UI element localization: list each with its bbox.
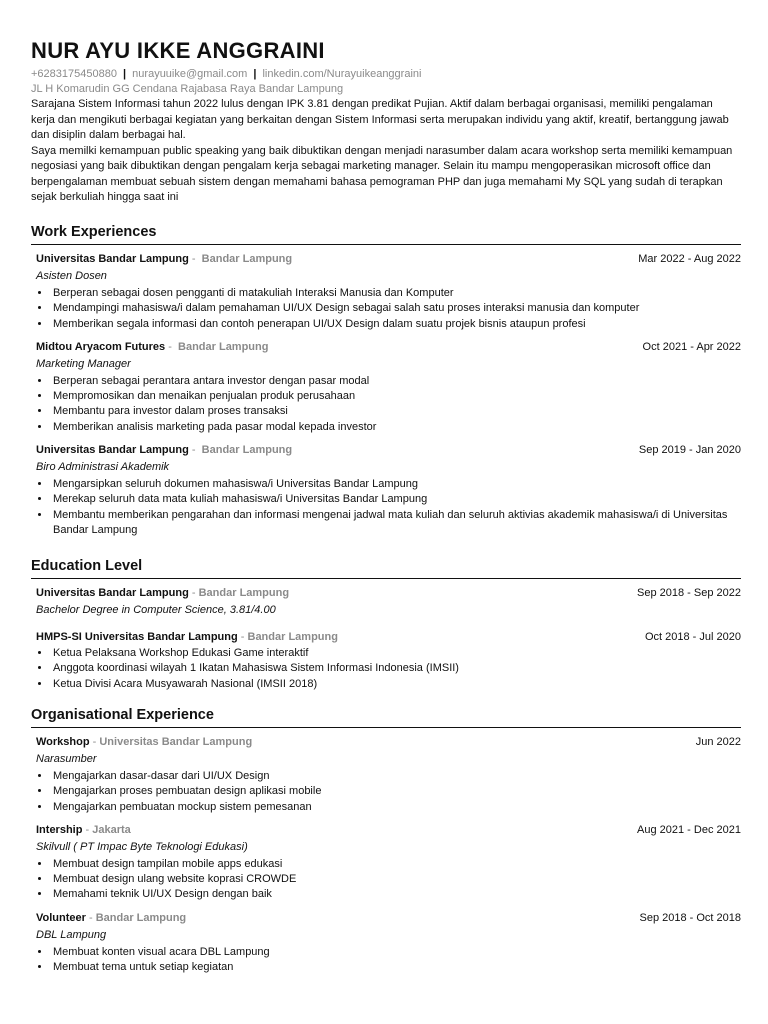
entry-location: Bandar Lampung	[201, 253, 293, 265]
entry-role: Marketing Manager	[36, 357, 131, 370]
entry-date: Oct 2021 - Apr 2022	[642, 340, 741, 353]
organization-name: HMPS-SI Universitas Bandar Lampung	[36, 631, 238, 643]
list-item: • Mengajarkan pembuatan mockup sistem pemesanan	[51, 800, 741, 815]
list-item: • Memberikan analisis marketing pada pasar modal kepada investor	[51, 420, 741, 435]
bullet-list	[36, 477, 741, 538]
organisation-entry	[36, 734, 741, 815]
list-item: • Ketua Divisi Acara Musyawarah Nasional (IMSII 2018)	[51, 677, 741, 692]
linkedin-link[interactable]: linkedin.com/Nurayuikeanggraini	[262, 68, 422, 80]
entry-role: Asisten Dosen	[36, 270, 107, 282]
list-item: • Berperan sebagai perantara antara investor dengan pasar modal	[51, 374, 741, 389]
list-item: • Berperan sebagai dosen pengganti di matakuliah Interaksi Manusia dan Komputer	[51, 286, 741, 301]
phone-number: +6283175450880	[31, 68, 117, 80]
address: JL H Komarudin GG Cendana Rajabasa Raya Bandar Lampung	[31, 83, 344, 95]
entry-location: Bandar Lampung	[201, 444, 293, 457]
entry-role: Bachelor Degree in Computer Science, 3.81/4.00	[36, 604, 276, 616]
bullet-list	[36, 286, 741, 332]
list-item: • Anggota koordinasi wilayah 1 Ikatan Mahasiswa Sistem Informasi Indonesia (IMSII)	[51, 661, 741, 676]
entry-role: Narasumber	[36, 753, 97, 765]
contact-line	[31, 67, 737, 81]
education-entry	[36, 585, 741, 618]
organization-name: Workshop	[36, 736, 90, 748]
email-link[interactable]: nurayuuike@gmail.com	[132, 68, 248, 80]
bullet-list	[36, 857, 741, 903]
list-item: • Merekap seluruh data mata kuliah mahasiswa/i Universitas Bandar Lampung	[51, 492, 741, 507]
list-item: • Membantu memberikan pengarahan dan informasi mengenai jadwal mata kuliah dan seluruh aktivias akademik mahasiswa/i di Universitas Bandar Lampung	[51, 508, 741, 539]
list-item: • Membantu para investor dalam proses transaksi	[51, 404, 741, 419]
organization-name: Volunteer	[36, 911, 86, 924]
resume-header	[31, 38, 737, 206]
entry-heading: Midtou Aryacom Futures - Bandar Lampung Oct 2021 - Apr 2022	[36, 339, 741, 356]
entry-heading: HMPS-SI Universitas Bandar Lampung - Bandar Lampung Oct 2018 - Jul 2020	[36, 629, 741, 646]
entry-date: Jun 2022	[695, 736, 741, 748]
entry-role: Skilvull ( PT Impac Byte Teknologi Edukasi)	[36, 840, 248, 853]
section-title: Work Experiences	[31, 224, 741, 245]
entry-date: Sep 2018 - Sep 2022	[637, 587, 741, 599]
list-item: • Membuat konten visual acara DBL Lampung	[51, 945, 741, 960]
list-item: • Mengajarkan proses pembuatan design aplikasi mobile	[51, 784, 741, 799]
entry-date: Oct 2018 - Jul 2020	[644, 631, 741, 643]
entry-location: Jakarta	[92, 823, 131, 836]
entry-heading: Universitas Bandar Lampung - Bandar Lampung Sep 2018 - Sep 2022	[36, 585, 741, 602]
candidate-name: NUR AYU IKKE ANGGRAINI	[31, 38, 325, 63]
list-item: • Mengajarkan dasar-dasar dari UI/UX Design	[51, 769, 741, 784]
section-title: Organisational Experience	[31, 707, 741, 728]
education-section	[31, 558, 741, 692]
contact-separator: |	[253, 68, 257, 80]
entry-date: Mar 2022 - Aug 2022	[638, 253, 741, 265]
entry-role: Biro Administrasi Akademik	[36, 461, 170, 474]
organisation-section	[31, 707, 741, 975]
organization-name: Universitas Bandar Lampung	[36, 253, 189, 265]
entry-role: DBL Lampung	[36, 928, 107, 941]
bullet-list	[36, 769, 741, 815]
bullet-list	[36, 374, 741, 435]
list-item: • Membuat tema untuk setiap kegiatan	[51, 960, 741, 975]
entry-date: Sep 2018 - Oct 2018	[639, 911, 741, 924]
profile-summary	[31, 97, 737, 206]
organization-name: Intership	[36, 823, 83, 836]
work-entry	[36, 251, 741, 332]
list-item: • Memberikan segala informasi dan contoh penerapan UI/UX Design dalam suatu projek bisnis ataupun profesi	[51, 317, 741, 332]
entry-heading: Universitas Bandar Lampung - Bandar Lampung Mar 2022 - Aug 2022	[36, 251, 741, 268]
organization-name: Universitas Bandar Lampung	[36, 587, 189, 599]
entry-location: Universitas Bandar Lampung	[99, 736, 253, 748]
work-experience-section	[31, 224, 741, 538]
list-item: • Ketua Pelaksana Workshop Edukasi Game interaktif	[51, 646, 741, 661]
entry-location: Bandar Lampung	[198, 587, 290, 599]
entry-location: Bandar Lampung	[178, 340, 269, 353]
list-item: • Membuat design ulang website koprasi CROWDE	[51, 872, 741, 887]
section-title: Education Level	[31, 558, 741, 579]
entry-date: Aug 2021 - Dec 2021	[637, 823, 741, 836]
entry-date: Sep 2019 - Jan 2020	[638, 444, 741, 457]
entry-heading: Intership - Jakarta Aug 2021 - Dec 2021	[36, 822, 741, 839]
organization-name: Universitas Bandar Lampung	[36, 444, 189, 457]
list-item: • Mendampingi mahasiswa/i dalam pemahaman UI/UX Design sebagai salah satu proses interaksi manusia dan komputer	[51, 301, 741, 316]
list-item: • Memahami teknik UI/UX Design dengan baik	[51, 887, 741, 902]
summary-paragraph: Sarajana Sistem Informasi tahun 2022 lulus dengan IPK 3.81 dengan predikat Pujian. Aktif dalam berbagai organisasi, memiliki pengalaman kerja dan mengikuti berbagai kegiatan yang berkaitan dengan Sistem Informasi serta merupakan individu yang aktif, kreatif, bertanggung jawab dan disiplin dalam berbagai hal.	[31, 98, 729, 141]
bullet-list	[36, 945, 741, 976]
entry-heading: Workshop - Universitas Bandar Lampung Jun 2022	[36, 734, 741, 751]
entry-location: Bandar Lampung	[95, 911, 187, 924]
work-entry	[36, 442, 741, 538]
organisation-entry	[36, 822, 741, 903]
organisation-entry	[36, 910, 741, 976]
bullet-list	[36, 646, 741, 692]
education-entry	[36, 629, 741, 692]
entry-heading: Volunteer - Bandar Lampung Sep 2018 - Oct 2018	[36, 910, 741, 927]
work-entry	[36, 339, 741, 435]
entry-heading: Universitas Bandar Lampung - Bandar Lampung Sep 2019 - Jan 2020	[36, 442, 741, 459]
list-item: • Mempromosikan dan menaikan penjualan produk perusahaan	[51, 389, 741, 404]
organization-name: Midtou Aryacom Futures	[36, 340, 166, 353]
entry-location: Bandar Lampung	[247, 631, 338, 643]
contact-separator: |	[123, 68, 127, 80]
list-item: • Membuat design tampilan mobile apps edukasi	[51, 857, 741, 872]
list-item: • Mengarsipkan seluruh dokumen mahasiswa/i Universitas Bandar Lampung	[51, 477, 741, 492]
summary-paragraph: Saya memilki kemampuan public speaking yang baik dibuktikan dengan menjadi narasumber dalam acara workshop serta memiliki kemampuan negosiasi yang baik dibuktikan dengan pengalam kerja sebagai marketing manager. Selain itu mampu mengoperasikan microsoft office dan berpengalaman membuat sebuah sistem dengan memahami bahasa pemograman PHP dan juga memahami My SQL yang sudah di terapkan sejak berkuliah hingga saat ini	[31, 144, 733, 203]
